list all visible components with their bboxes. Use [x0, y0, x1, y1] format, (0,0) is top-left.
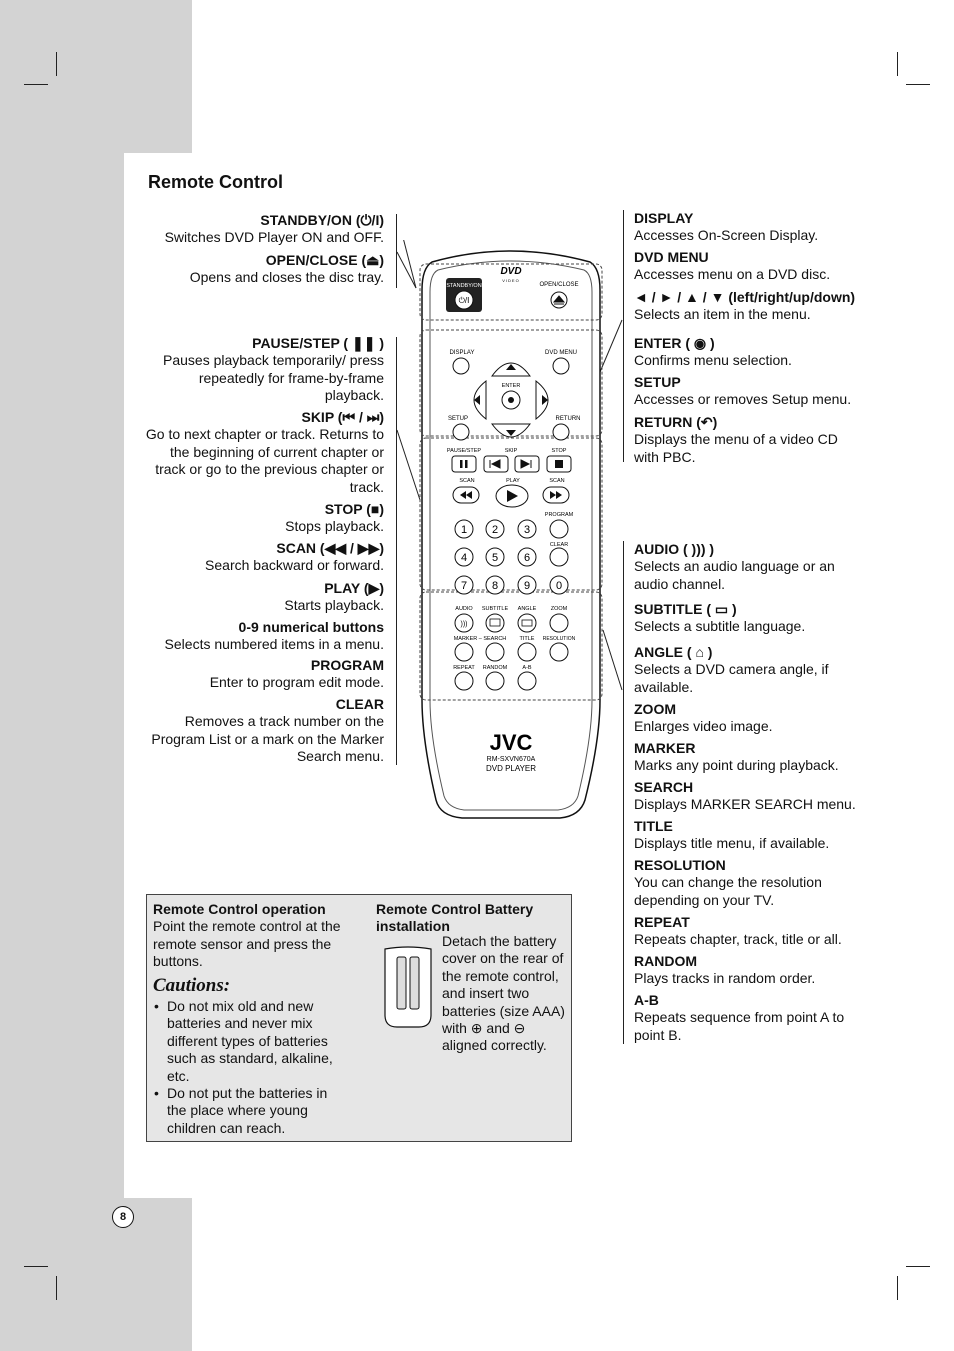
- left-grey-margin: [0, 0, 124, 1351]
- digit-label: 4: [460, 552, 468, 564]
- left-item-clear: [140, 696, 384, 766]
- random-button[interactable]: [486, 672, 504, 690]
- term: TITLE: [634, 818, 673, 834]
- top-grey-tab: [124, 0, 192, 153]
- desc: Accesses or removes Setup menu.: [634, 391, 852, 408]
- caution-item: • Do not put the batteries in the place where young children can reach.: [167, 1085, 349, 1137]
- right-item-ab: [634, 992, 864, 1044]
- left-item-skip: [140, 409, 384, 496]
- term: PROGRAM: [310, 657, 384, 673]
- term: DVD MENU: [634, 249, 709, 265]
- dvd-menu-label: DVD MENU: [544, 350, 578, 356]
- left-item-pause-step: [140, 335, 384, 405]
- scan-back-label: SCAN: [459, 478, 475, 484]
- desc: Selects an item in the menu.: [634, 306, 811, 323]
- crop-mark: [56, 52, 57, 76]
- dvd-logo: DVD: [500, 266, 522, 277]
- desc: Stops playback.: [285, 518, 384, 535]
- desc: Selects a DVD camera angle, if available.: [634, 661, 829, 695]
- left-item-open-close: [140, 252, 384, 287]
- right-item-return: [634, 414, 864, 466]
- desc: Pauses playback temporarily/ press repeatedly for frame-by-frame playback.: [163, 352, 384, 404]
- setup-button[interactable]: [453, 424, 469, 440]
- stop-label: STOP: [551, 448, 567, 454]
- zoom-label: ZOOM: [550, 606, 568, 612]
- term: ANGLE ( ⌂ ): [634, 644, 713, 660]
- return-label: RETURN: [555, 416, 581, 422]
- right-item-audio: [634, 541, 864, 593]
- battery-section: [376, 901, 566, 936]
- search-button[interactable]: [486, 643, 504, 661]
- dvd-logo-sub: VIDEO: [502, 278, 520, 283]
- term: ◄ / ► / ▲ / ▼ (left/right/up/down): [634, 289, 856, 305]
- desc: Starts playback.: [284, 597, 384, 614]
- angle-button[interactable]: [518, 614, 536, 632]
- scan-forward-label: SCAN: [549, 478, 565, 484]
- desc: Selects an audio language or an audio channel.: [634, 558, 835, 592]
- stop-icon: [555, 460, 563, 468]
- left-item-program: [140, 657, 384, 692]
- subtitle-label: SUBTITLE: [481, 606, 509, 612]
- digit-label: 5: [491, 552, 499, 564]
- term: SKIP (⏮ / ⏭): [301, 409, 384, 425]
- dvd-menu-button[interactable]: [553, 358, 569, 374]
- desc: Accesses menu on a DVD disc.: [634, 266, 831, 283]
- power-icon: ⏻/I: [458, 296, 470, 305]
- enter-label: ENTER: [501, 383, 521, 389]
- right-item-repeat: [634, 914, 874, 949]
- leader-line: [397, 252, 416, 288]
- marker-button[interactable]: [455, 643, 473, 661]
- crop-mark: [906, 84, 930, 85]
- desc: Marks any point during playback.: [634, 757, 839, 774]
- term: PAUSE/STEP ( ❚❚ ): [252, 335, 384, 351]
- clear-button[interactable]: [550, 548, 568, 566]
- term: RANDOM: [634, 953, 697, 969]
- term: SEARCH: [634, 779, 694, 795]
- desc: Displays the menu of a video CD with PBC.: [634, 431, 838, 465]
- battery-text: Detach the battery cover on the rear of the remote control, and insert two batteries (size AAA) with ⊕ and ⊖ aligned correctly.: [442, 933, 565, 1054]
- desc: You can change the resolution depending on your TV.: [634, 874, 822, 908]
- program-label: PROGRAM: [544, 512, 574, 518]
- caution-item: • Do not mix old and new batteries and never mix different types of batteries such as standard, alkaline, etc.: [167, 998, 349, 1085]
- audio-icon: ))): [460, 621, 468, 628]
- term: PLAY (▶): [324, 580, 384, 596]
- digit-label: 0: [555, 580, 563, 592]
- desc: Removes a track number on the Program List or a mark on the Marker Search menu.: [151, 713, 384, 765]
- operation-text: Point the remote control at the remote sensor and press the buttons.: [153, 918, 341, 970]
- battery-title: Remote Control Battery installation: [376, 901, 534, 935]
- right-item-subtitle: [634, 601, 874, 636]
- leader-line: [397, 430, 420, 500]
- display-label: DISPLAY: [449, 350, 475, 356]
- right-item-enter: [634, 335, 874, 370]
- digit-label: 8: [491, 580, 499, 592]
- enter-icon: [508, 397, 514, 403]
- crop-mark: [897, 52, 898, 76]
- leader-line: [397, 240, 416, 288]
- term: ZOOM: [634, 701, 676, 717]
- digit-label: 2: [491, 524, 499, 536]
- right-item-setup: [634, 374, 874, 409]
- angle-label: ANGLE: [517, 606, 537, 612]
- open-close-label: OPEN/CLOSE: [539, 282, 579, 288]
- leader-line: [600, 320, 622, 372]
- digit-label: 3: [523, 524, 531, 536]
- term: AUDIO ( ))) ): [634, 541, 715, 557]
- ab-button[interactable]: [518, 672, 536, 690]
- desc: Go to next chapter or track. Returns to the beginning of current chapter or track or go to the previous chapter or track.: [145, 426, 384, 495]
- pause-icon: [465, 460, 468, 468]
- ab-label: A-B: [522, 665, 532, 671]
- left-item-standby: [140, 212, 384, 247]
- leader-line: [603, 630, 622, 690]
- term: SUBTITLE ( ▭ ): [634, 601, 737, 617]
- digit-label: 7: [460, 580, 468, 592]
- term: STOP (■): [324, 501, 384, 517]
- desc: Repeats chapter, track, title or all.: [634, 931, 842, 948]
- term: ENTER ( ◉ ): [634, 335, 715, 351]
- crop-mark: [906, 1266, 930, 1267]
- term: RETURN (↶): [634, 414, 718, 430]
- remote-notes-box: [146, 894, 572, 1142]
- right-item-marker: [634, 740, 874, 775]
- play-label: PLAY: [506, 478, 520, 484]
- digit-label: 1: [460, 524, 468, 536]
- left-item-scan: [140, 540, 384, 575]
- right-item-angle: [634, 644, 834, 696]
- term: CLEAR: [335, 696, 384, 712]
- term: OPEN/CLOSE (⏏): [265, 252, 384, 268]
- left-item-play: [140, 580, 384, 615]
- term: 0-9 numerical buttons: [238, 619, 384, 635]
- crop-mark: [24, 84, 48, 85]
- desc: Opens and closes the disc tray.: [189, 269, 384, 286]
- setup-label: SETUP: [447, 416, 469, 422]
- left-item-numerical: [140, 619, 384, 654]
- right-item-zoom: [634, 701, 874, 736]
- zoom-button[interactable]: [550, 614, 568, 632]
- term: DISPLAY: [634, 210, 694, 226]
- desc: Plays tracks in random order.: [634, 970, 816, 987]
- repeat-label: REPEAT: [453, 665, 475, 671]
- digit-label: 6: [523, 552, 531, 564]
- term: SCAN (◀◀ / ▶▶): [276, 540, 384, 556]
- skip-label: SKIP: [504, 448, 518, 454]
- right-item-search: [634, 779, 874, 814]
- title-label: TITLE: [519, 636, 535, 642]
- display-button[interactable]: [453, 358, 469, 374]
- desc: Enlarges video image.: [634, 718, 773, 735]
- marker-search-label: MARKER – SEARCH: [453, 636, 507, 642]
- repeat-button[interactable]: [455, 672, 473, 690]
- term: MARKER: [634, 740, 696, 756]
- right-item-arrows: [634, 289, 874, 324]
- cautions-list: [153, 998, 349, 1137]
- right-item-random: [634, 953, 874, 988]
- term: REPEAT: [634, 914, 690, 930]
- product-name: DVD PLAYER: [485, 764, 537, 773]
- battery-text-wrap: [442, 933, 568, 1055]
- operation-section: [153, 901, 349, 1137]
- left-item-stop: [140, 501, 384, 536]
- cautions-title: Cautions:: [153, 974, 231, 996]
- desc: Switches DVD Player ON and OFF.: [164, 229, 384, 246]
- clear-label: CLEAR: [549, 542, 569, 548]
- resolution-label: RESOLUTION: [542, 636, 576, 642]
- remote-control-illustration: [390, 240, 630, 830]
- desc: Confirms menu selection.: [634, 352, 792, 369]
- audio-label: AUDIO: [455, 606, 473, 612]
- right-item-dvd-menu: [634, 249, 874, 284]
- desc: Repeats sequence from point A to point B.: [634, 1009, 845, 1043]
- desc: Selects numbered items in a menu.: [164, 636, 384, 653]
- pause-step-button[interactable]: [452, 456, 476, 472]
- pause-icon: [460, 460, 463, 468]
- standby-label: STANDBY/ON: [446, 283, 482, 289]
- crop-mark: [56, 1276, 57, 1300]
- resolution-button[interactable]: [550, 643, 568, 661]
- pause-step-label: PAUSE/STEP: [446, 448, 482, 454]
- right-item-resolution: [634, 857, 844, 909]
- desc: Displays title menu, if available.: [634, 835, 830, 852]
- subtitle-button[interactable]: [486, 614, 504, 632]
- random-label: RANDOM: [482, 665, 508, 671]
- desc: Enter to program edit mode.: [209, 674, 384, 691]
- right-item-display: [634, 210, 874, 245]
- page-number: 8: [112, 1206, 134, 1228]
- model-number: RM-SXVN670A: [486, 756, 536, 763]
- brand-logo: JVC: [489, 730, 533, 755]
- term: STANDBY/ON (⏻/I): [260, 212, 384, 228]
- digit-label: 9: [523, 580, 531, 592]
- operation-title: Remote Control operation: [153, 901, 326, 917]
- desc: Displays MARKER SEARCH menu.: [634, 796, 856, 813]
- page-title: Remote Control: [148, 172, 283, 192]
- battery-compartment-illustration: [379, 945, 437, 1029]
- term: SETUP: [634, 374, 681, 390]
- desc: Accesses On-Screen Display.: [634, 227, 819, 244]
- title-button[interactable]: [518, 643, 536, 661]
- crop-mark: [24, 1266, 48, 1267]
- term: A-B: [634, 992, 659, 1008]
- crop-mark: [897, 1276, 898, 1300]
- program-button[interactable]: [550, 520, 568, 538]
- desc: Search backward or forward.: [205, 557, 384, 574]
- bottom-grey-tab: [124, 1198, 192, 1351]
- desc: Selects a subtitle language.: [634, 618, 806, 635]
- term: RESOLUTION: [634, 857, 726, 873]
- return-button[interactable]: [553, 424, 569, 440]
- right-item-title: [634, 818, 874, 853]
